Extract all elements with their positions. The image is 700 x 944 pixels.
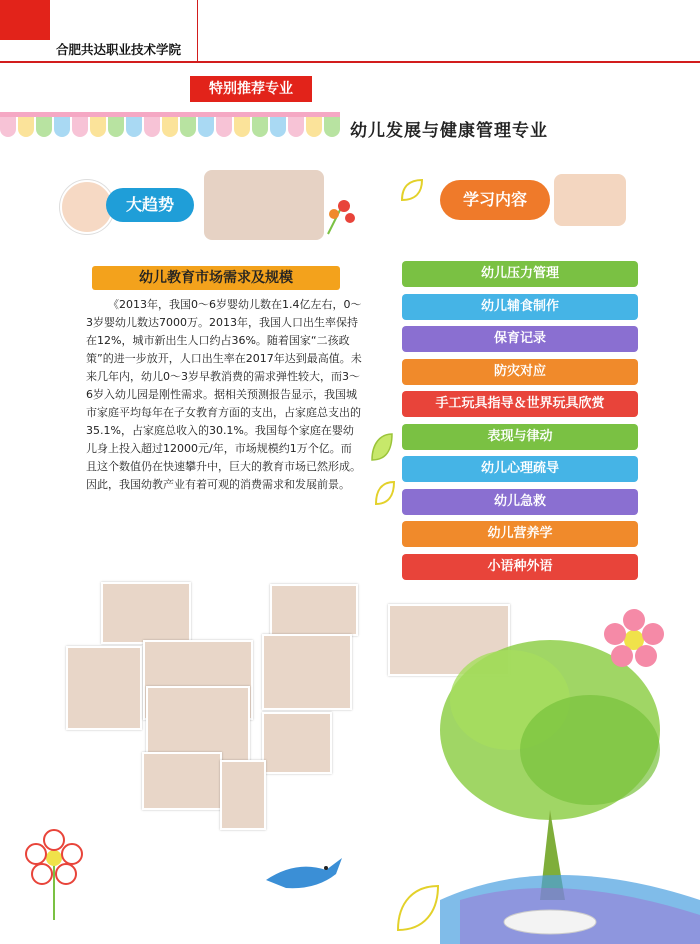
- header-divider: [0, 61, 700, 63]
- leaf-outline-icon: [368, 430, 396, 464]
- market-title: 幼儿教育市场需求及规模: [92, 266, 340, 290]
- market-body: 《2013年，我国0～6岁婴幼儿数在1.4亿左右，0～3岁婴幼儿数达7000万。2013年，我国人口出生率保持在12%，城市新出生人口约占36%。随着国家“二孩政策”的进一步放开，人口出生率在2017年达到最高值。未来几年内，幼儿0～3岁早教消费的需求弹性较大，而3～6岁入幼儿园是刚性需求。据相关预测报告显示，我国城市家庭平均每年在子女教育方面的支出，占家庭总支出的35.1%，占家庭总收入的30.1%。我国每个家庭在婴幼儿身上投入超过12000元/年，市场规模约1万个亿。而且这个数值仍在快速攀升中，巨大的教育市场已然形成。因此，我国幼教产业有着可观的消费需求和发展前景。: [86, 298, 362, 491]
- leaf-outline-icon: [372, 478, 398, 508]
- study-item: 幼儿营养学: [402, 521, 638, 547]
- study-badge: [436, 174, 626, 230]
- crafts-photo: [66, 646, 142, 730]
- study-item: 幼儿辅食制作: [402, 294, 638, 320]
- study-item: 手工玩具指导＆世界玩具欣赏: [402, 391, 638, 417]
- trend-label: 大趋势: [106, 188, 194, 222]
- school-name: 合肥共达职业技术学院: [56, 42, 182, 57]
- study-item: 表现与律动: [402, 424, 638, 450]
- study-item: 幼儿压力管理: [402, 261, 638, 287]
- trend-badge: [60, 180, 196, 228]
- bunting-decoration: [0, 112, 340, 142]
- classroom-photo: [101, 582, 191, 644]
- toys-photo: [262, 712, 332, 774]
- leaf-outline-icon: [388, 876, 448, 936]
- major-title: 幼儿发展与健康管理专业: [350, 121, 548, 141]
- berry-branch-icon: [322, 196, 358, 236]
- study-item: 防灾对应: [402, 359, 638, 385]
- study-label: 学习内容: [440, 180, 550, 220]
- study-item: 幼儿急救: [402, 489, 638, 515]
- recommend-tag: 特别推荐专业: [190, 76, 312, 102]
- leaf-outline-icon: [398, 176, 426, 204]
- flower-icon: [14, 820, 94, 920]
- activity-photo: [262, 634, 352, 710]
- kids-photo-top: [204, 170, 324, 240]
- bird-icon: [256, 840, 346, 900]
- child-photo: [220, 760, 266, 830]
- study-item: 小语种外语: [402, 554, 638, 580]
- learning-photo: [146, 686, 250, 762]
- study-item: 幼儿心理疏导: [402, 456, 638, 482]
- study-list: [402, 261, 638, 586]
- kids-group-photo: [554, 174, 626, 226]
- kids-craft-photo: [142, 752, 222, 810]
- study-item: 保育记录: [402, 326, 638, 352]
- teacher-photo: [270, 584, 358, 636]
